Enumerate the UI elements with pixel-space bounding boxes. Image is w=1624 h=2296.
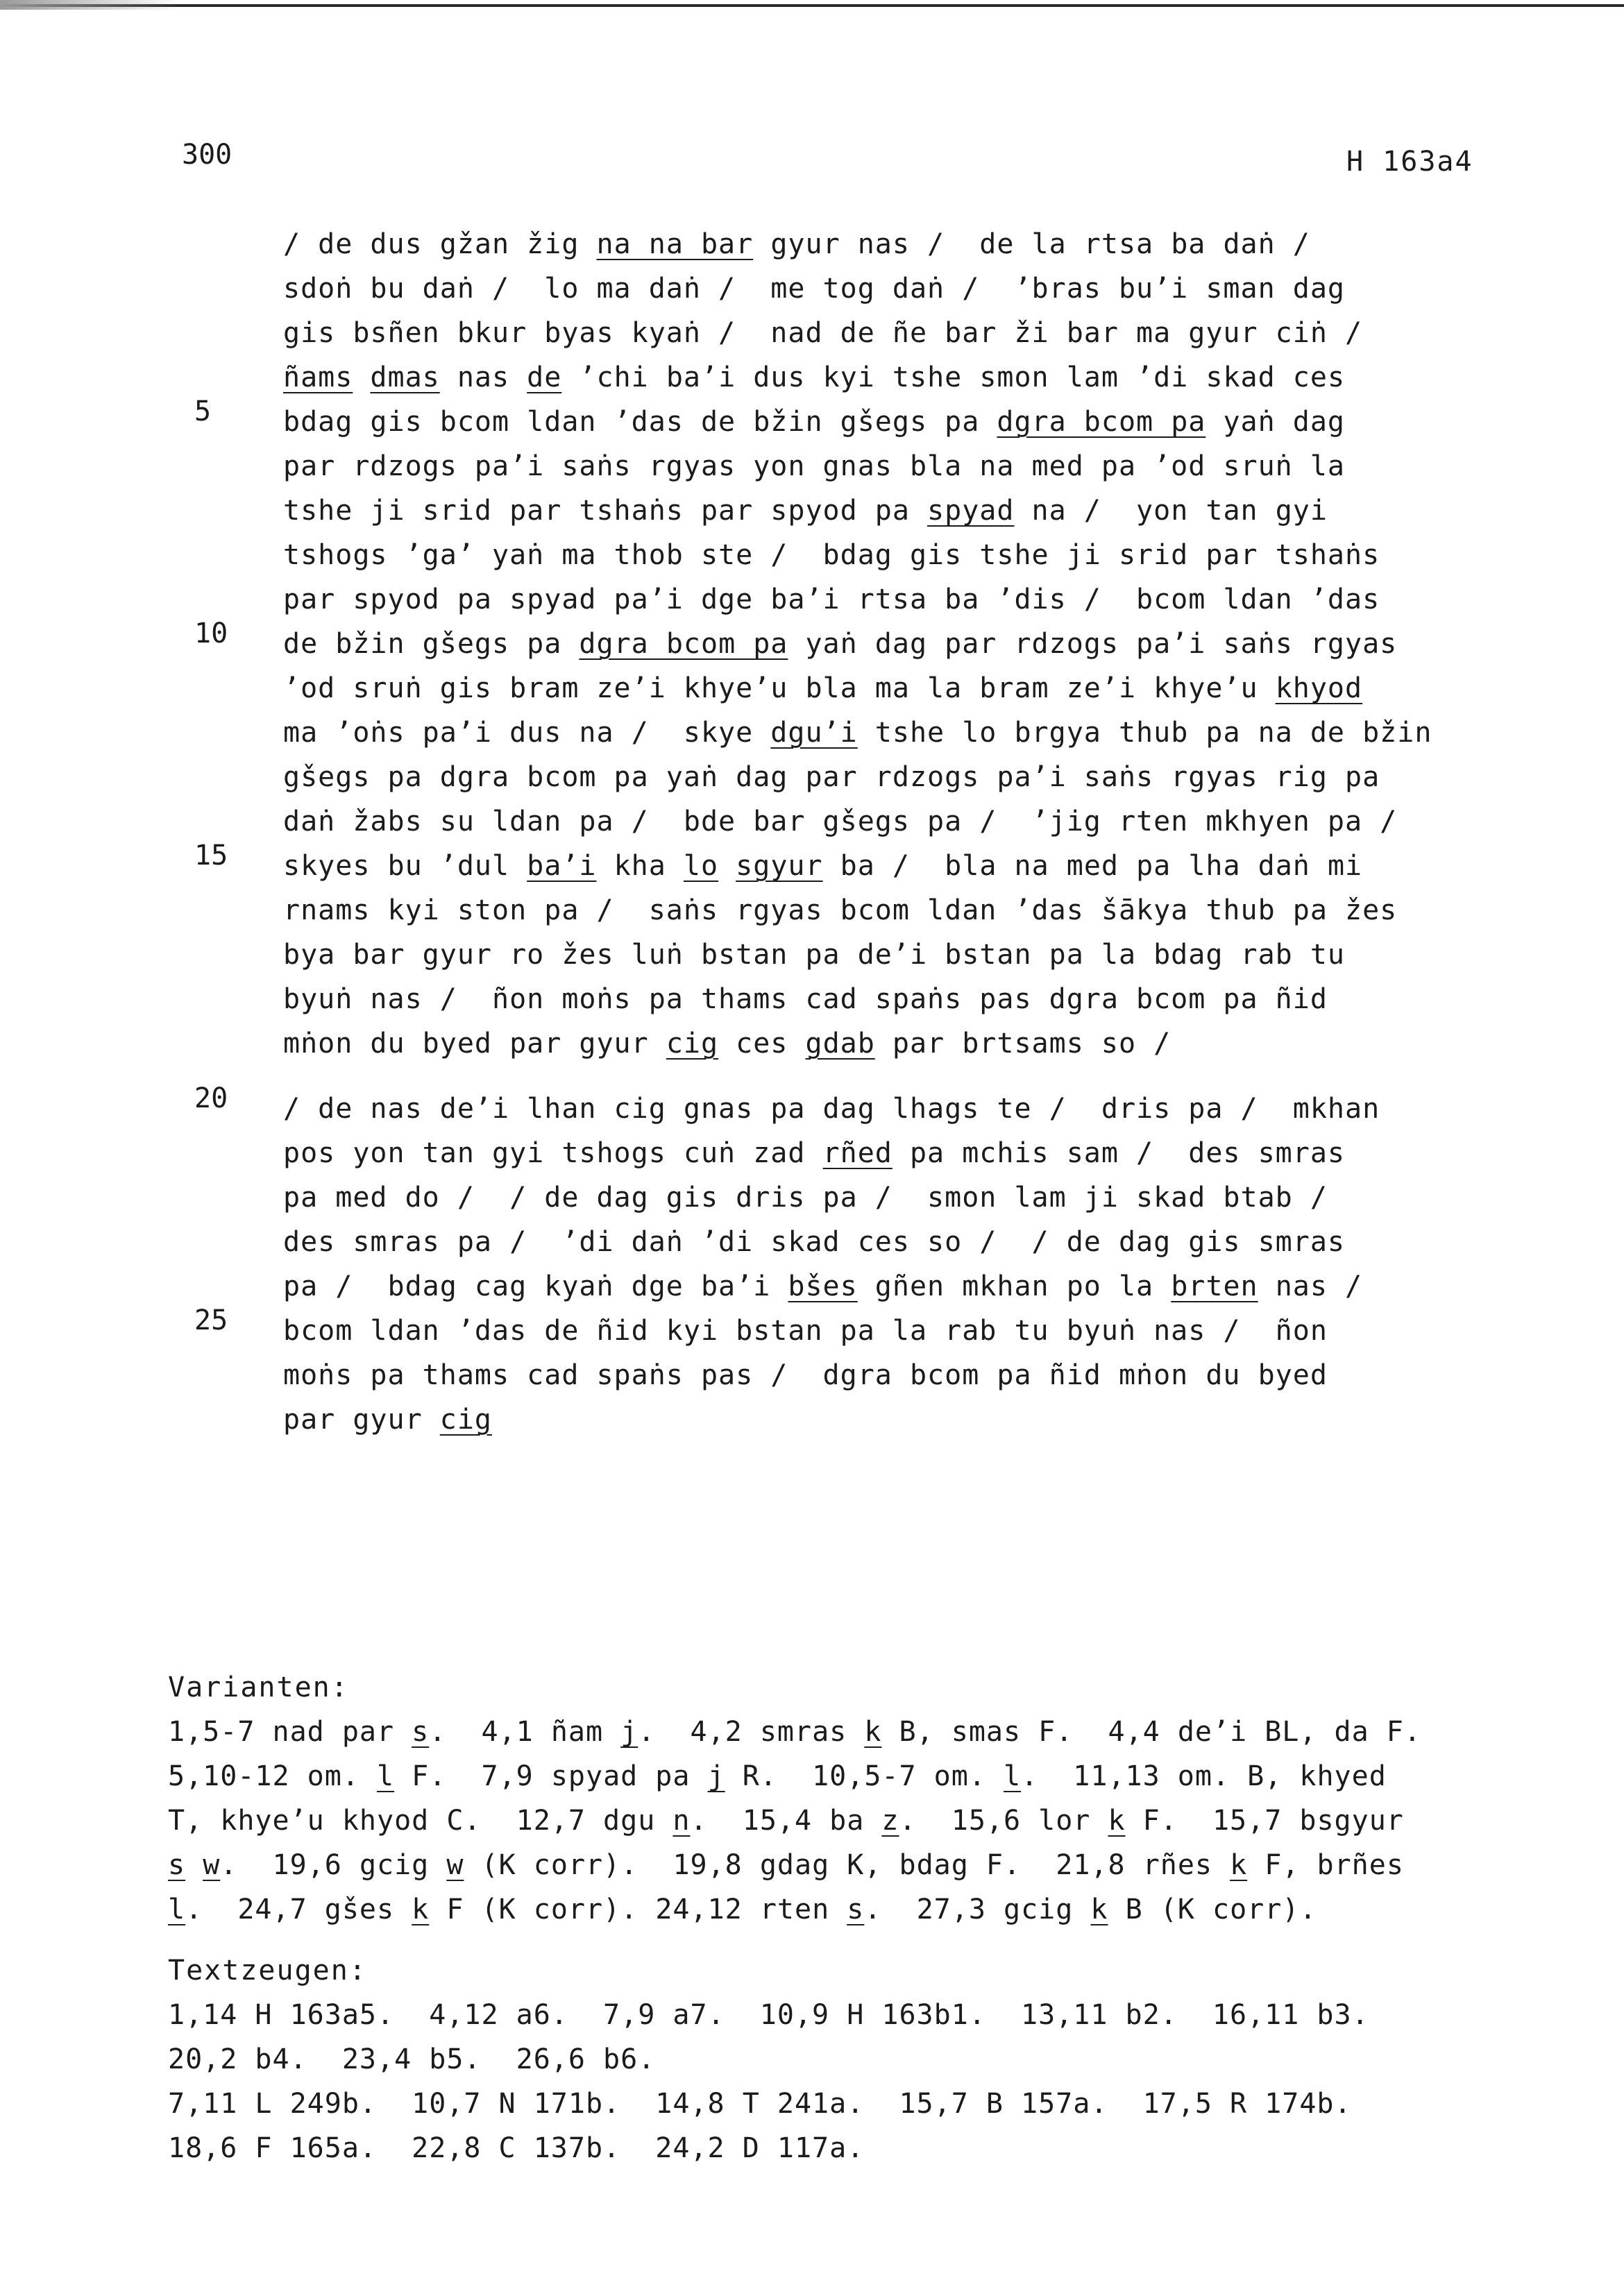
text-segment: des smras pa / ’di daṅ ’di skad ces so / / de dag gis smras (283, 1226, 1346, 1258)
underlined-word: j (707, 1760, 725, 1792)
text-segment: (K corr). 19,8 gdag K, bdag F. 21,8 rñes (464, 1849, 1230, 1881)
underlined-word: s (847, 1894, 865, 1925)
variants-heading: Varianten: (168, 1672, 349, 1703)
text-segment: mṅon du byed par gyur (283, 1028, 666, 1060)
text-line (283, 533, 1532, 577)
text-segment (718, 850, 736, 882)
text-line (283, 355, 1532, 400)
text-segment: ba / bla na med pa lha daṅ mi (822, 850, 1363, 882)
underlined-word: s (412, 1716, 430, 1748)
text-line (283, 1175, 1532, 1220)
text-segment: 18,6 F 165a. 22,8 C 137b. 24,2 D 117a. (168, 2132, 865, 2164)
underlined-word: cig (666, 1028, 719, 1060)
text-line (283, 444, 1532, 488)
text-line (283, 266, 1532, 311)
text-line (283, 1021, 1532, 1066)
witnesses-heading: Textzeugen: (168, 1955, 367, 1987)
text-segment: bdag gis bcom ldan ’das de bžin gšegs pa (283, 406, 997, 438)
apparatus (168, 1665, 1570, 2170)
text-segment: gñen mkhan po la (857, 1270, 1172, 1302)
text-segment: pa med do / / de dag gis dris pa / smon lam ji skad btab / (283, 1182, 1328, 1214)
text-segment (185, 1849, 203, 1881)
text-segment: 1,5-7 nad par (168, 1716, 412, 1748)
text-segment: F. 7,9 spyad pa (394, 1760, 708, 1792)
text-line (283, 711, 1532, 755)
text-segment: yaṅ dag (1206, 406, 1346, 438)
line-number: 20 (194, 1082, 228, 1114)
text-line (283, 622, 1532, 666)
text-segment: tshogs ’ga’ yaṅ ma thob ste / bdag gis tshe ji srid par tshaṅs (283, 539, 1380, 571)
underlined-word: l (168, 1894, 186, 1925)
underlined-word: de (527, 362, 562, 393)
witnesses-list (168, 1993, 1570, 2170)
line-number: 10 (194, 618, 228, 649)
underlined-word: k (1090, 1894, 1108, 1925)
underlined-word: ba’i (527, 850, 597, 882)
text-segment: F, brñes (1247, 1849, 1404, 1881)
text-line (283, 1131, 1532, 1175)
variant-line (168, 1887, 1570, 1932)
underlined-word: k (1108, 1805, 1126, 1837)
text-line (283, 799, 1532, 844)
underlined-word: l (376, 1760, 395, 1792)
text-line (283, 1264, 1532, 1309)
text-segment: . 11,13 om. B, khyed (1021, 1760, 1387, 1792)
text-line (283, 1397, 1532, 1442)
text-segment: nas (439, 362, 527, 393)
underlined-word: bšes (788, 1270, 858, 1302)
text-line (283, 755, 1532, 799)
text-line (283, 400, 1532, 444)
text-segment: par spyod pa spyad pa’i dge ba’i rtsa ba ’dis / bcom ldan ’das (283, 584, 1380, 615)
line-number: 5 (194, 396, 212, 427)
text-segment: par rdzogs pa’i saṅs rgyas yon gnas bla na med pa ’od sruṅ la (283, 450, 1346, 482)
underlined-word: sgyur (736, 850, 823, 882)
text-segment: moṅs pa thams cad spaṅs pas / dgra bcom pa ñid mṅon du byed (283, 1359, 1328, 1391)
text-line (283, 222, 1532, 266)
underlined-word: k (864, 1716, 882, 1748)
text-line (283, 1353, 1532, 1397)
text-segment: . 15,4 ba (690, 1805, 882, 1837)
text-line (283, 311, 1532, 355)
underlined-word: s (168, 1849, 186, 1881)
text-segment: par gyur (283, 1404, 440, 1436)
underlined-word: l (1003, 1760, 1022, 1792)
text-segment: . 4,1 ñam (429, 1716, 621, 1748)
text-segment: . 24,7 gšes (185, 1894, 412, 1925)
text-segment: . 27,3 gcig (864, 1894, 1091, 1925)
folio-reference: H 163a4 (1346, 146, 1473, 178)
text-segment: pa mchis sam / des smras (892, 1137, 1346, 1169)
line-number: 25 (194, 1304, 228, 1336)
text-segment: kha (596, 850, 684, 882)
text-line (283, 666, 1532, 711)
text-segment: de bžin gšegs pa (283, 628, 580, 660)
main-text (283, 222, 1532, 1442)
text-line (283, 577, 1532, 622)
text-line (283, 977, 1532, 1021)
underlined-word: spyad (927, 495, 1015, 527)
underlined-word: n (673, 1805, 691, 1837)
underlined-word: na na bar (596, 228, 754, 260)
text-segment: pa / bdag cag kyaṅ dge ba’i (283, 1270, 788, 1302)
text-line (283, 1087, 1532, 1131)
text-segment: sdoṅ bu daṅ / lo ma daṅ / me tog daṅ / ’bras bu’i sman dag (283, 273, 1346, 305)
underlined-word: brten (1171, 1270, 1258, 1302)
text-segment: bcom ldan ’das de ñid kyi bstan pa la rab tu byuṅ nas / ñon (283, 1315, 1328, 1347)
underlined-word: ñams (283, 362, 353, 393)
underlined-word: k (1230, 1849, 1248, 1881)
underlined-word: z (881, 1805, 899, 1837)
text-segment: 5,10-12 om. (168, 1760, 377, 1792)
text-segment: T, khye’u khyod C. 12,7 dgu (168, 1805, 673, 1837)
text-line (283, 844, 1532, 888)
top-scan-rule (0, 0, 1624, 10)
text-segment: gis bsñen bkur byas kyaṅ / nad de ñe bar ži bar ma gyur ciṅ / (283, 317, 1363, 349)
text-segment: . 19,6 gcig (220, 1849, 447, 1881)
text-segment: . 15,6 lor (899, 1805, 1108, 1837)
page-number: 300 (182, 139, 232, 171)
underlined-word: j (620, 1716, 638, 1748)
text-segment: ’chi ba’i dus kyi tshe smon lam ’di skad ces (561, 362, 1346, 393)
witness-line (168, 1993, 1570, 2037)
text-segment: F (K corr). 24,12 rten (429, 1894, 847, 1925)
text-segment: F. 15,7 bsgyur (1125, 1805, 1404, 1837)
line-number: 15 (194, 840, 228, 871)
text-segment: ma ’oṅs pa’i dus na / skye (283, 717, 771, 749)
text-segment: yaṅ dag par rdzogs pa’i saṅs rgyas (788, 628, 1398, 660)
text-line (283, 888, 1532, 933)
witness-line (168, 2126, 1570, 2170)
variant-line (168, 1754, 1570, 1798)
variants-list (168, 1710, 1570, 1932)
text-segment: tshe ji srid par tshaṅs par spyod pa (283, 495, 928, 527)
text-segment: ’od sruṅ gis bram ze’i khye’u bla ma la bram ze’i khye’u (283, 672, 1276, 704)
text-segment: / de dus gžan žig (283, 228, 597, 260)
underlined-word: rñed (822, 1137, 893, 1169)
text-line (283, 933, 1532, 977)
witness-line (168, 2037, 1570, 2082)
text-segment: tshe lo brgya thub pa na de bžin (857, 717, 1432, 749)
text-segment: B, smas F. 4,4 de’i BL, da F. (881, 1716, 1421, 1748)
underlined-word: k (412, 1894, 430, 1925)
text-segment: R. 10,5-7 om. (725, 1760, 1004, 1792)
text-segment: 20,2 b4. 23,4 b5. 26,6 b6. (168, 2043, 656, 2075)
underlined-word: dgra bcom pa (997, 406, 1206, 438)
text-segment: / de nas de’i lhan cig gnas pa dag lhags te / dris pa / mkhan (283, 1093, 1380, 1125)
variant-line (168, 1710, 1570, 1754)
text-segment: na / yon tan gyi (1014, 495, 1328, 527)
text-segment: par brtsams so / (874, 1028, 1172, 1060)
text-segment: ces (718, 1028, 806, 1060)
underlined-word: dgu’i (770, 717, 858, 749)
witness-line (168, 2082, 1570, 2126)
text-segment: skyes bu ’dul (283, 850, 527, 882)
underlined-word: dmas (370, 362, 440, 393)
underlined-word: gdab (805, 1028, 875, 1060)
variant-line (168, 1798, 1570, 1843)
underlined-word: w (446, 1849, 464, 1881)
text-segment: . 4,2 smras (638, 1716, 865, 1748)
variant-line (168, 1843, 1570, 1887)
text-segment: pos yon tan gyi tshogs cuṅ zad (283, 1137, 823, 1169)
text-segment: nas / (1258, 1270, 1363, 1302)
text-segment: byuṅ nas / ñon moṅs pa thams cad spaṅs pas dgra bcom pa ñid (283, 983, 1328, 1015)
text-segment: bya bar gyur ro žes luṅ bstan pa de’i bstan pa la bdag rab tu (283, 939, 1346, 971)
underlined-word: khyod (1275, 672, 1363, 704)
text-line (283, 1220, 1532, 1264)
text-line (283, 488, 1532, 533)
underlined-word: dgra bcom pa (579, 628, 788, 660)
text-segment: 7,11 L 249b. 10,7 N 171b. 14,8 T 241a. 15,7 B 157a. 17,5 R 174b. (168, 2088, 1352, 2120)
text-segment: gyur nas / de la rtsa ba daṅ / (753, 228, 1310, 260)
underlined-word: w (203, 1849, 221, 1881)
text-segment: gšegs pa dgra bcom pa yaṅ dag par rdzogs pa’i saṅs rgyas rig pa (283, 761, 1380, 793)
text-segment: rnams kyi ston pa / saṅs rgyas bcom ldan ’das šākya thub pa žes (283, 894, 1398, 926)
underlined-word: cig (439, 1404, 492, 1436)
text-segment: B (K corr). (1108, 1894, 1317, 1925)
text-segment (353, 362, 370, 393)
text-segment: daṅ žabs su ldan pa / bde bar gšegs pa / ’jig rten mkhyen pa / (283, 806, 1398, 837)
text-line (283, 1309, 1532, 1353)
text-segment: 1,14 H 163a5. 4,12 a6. 7,9 a7. 10,9 H 163b1. 13,11 b2. 16,11 b3. (168, 1999, 1369, 2031)
underlined-word: lo (683, 850, 719, 882)
